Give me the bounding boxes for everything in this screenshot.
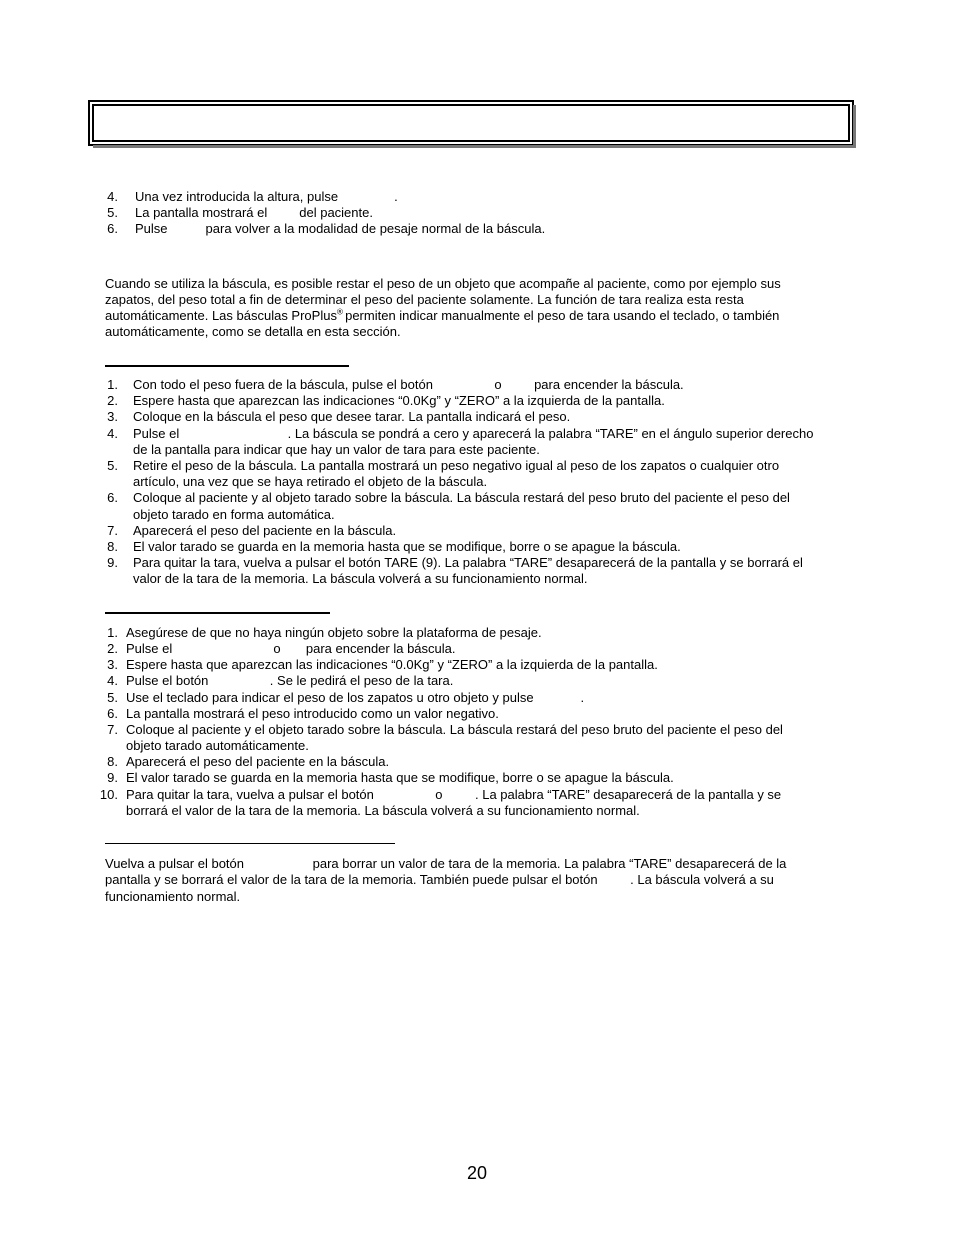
list-item: La pantalla mostrará el del paciente.: [135, 205, 373, 220]
list-item-line: Espere hasta que aparezcan las indicaciones “0.0Kg” y “ZERO” a la izquierda de la pantalla.: [126, 657, 658, 673]
list-number: 7.: [107, 721, 118, 737]
list-number: 6.: [107, 490, 118, 506]
list-item-line: La pantalla mostrará el peso introducido como un valor negativo.: [126, 705, 499, 721]
intro-line: automáticamente, como se detalla en esta sección.: [105, 324, 401, 339]
list-item-line: Asegúrese de que no haya ningún objeto sobre la plataforma de pesaje.: [126, 625, 542, 640]
list-item-line: Coloque al paciente y el objeto tarado sobre la báscula. La báscula restará del peso bruto del paciente el peso del: [126, 721, 783, 737]
list-number: 9.: [107, 770, 118, 786]
list-number: 10.: [99, 786, 118, 802]
list-number: 5.: [107, 458, 118, 473]
list-number: 3.: [107, 657, 118, 673]
list-number: 5.: [107, 689, 118, 705]
section-header-box: [88, 100, 854, 146]
list-item-line: Pulse el o para encender la báscula.: [126, 641, 456, 657]
list-number: 1.: [107, 625, 118, 640]
list-item-line: Para quitar la tara, vuelva a pulsar el botón TARE (9). La palabra “TARE” desaparecerá de la pantalla y se borrará el: [133, 555, 803, 571]
list-number: 8.: [107, 539, 118, 554]
subsection-rule: [105, 365, 349, 367]
list-item-line: objeto tarado automáticamente.: [126, 738, 309, 754]
list-item-line: Coloque al paciente y al objeto tarado sobre la báscula. La báscula restará del peso bruto del paciente el peso del: [133, 490, 790, 506]
list-number: 2.: [107, 641, 118, 657]
list-item: Una vez introducida la altura, pulse .: [135, 189, 398, 204]
list-item-line: Aparecerá el peso del paciente en la báscula.: [133, 522, 397, 538]
list-item-line: Coloque en la báscula el peso que desee tarar. La pantalla indicará el peso.: [133, 409, 571, 425]
list-number: 2.: [107, 393, 118, 409]
paragraph-line: Vuelva a pulsar el botón para borrar un valor de tara de la memoria. La palabra “TARE” desaparecerá de la: [105, 856, 787, 871]
intro-line: Cuando se utiliza la báscula, es posible restar el peso de un objeto que acompañe al paciente, como por ejemplo sus: [105, 276, 781, 291]
list-number: 6.: [107, 221, 118, 236]
list-item-line: Retire el peso de la báscula. La pantalla mostrará un peso negativo igual al peso de los zapatos o cualquier otro: [133, 458, 780, 473]
list-number: 4.: [107, 189, 118, 204]
list-item-line: Para quitar la tara, vuelva a pulsar el botón o . La palabra “TARE” desaparecerá de la pantalla y se: [126, 786, 782, 802]
intro-line: automáticamente. Las básculas ProPlus® permiten indicar manualmente el peso de tara usando el teclado, o también: [105, 307, 780, 323]
list-number: 1.: [107, 377, 118, 392]
list-item-line: de la pantalla para indicar que hay un valor de tara para este paciente.: [133, 441, 540, 457]
list-item-line: Pulse el . La báscula se pondrá a cero y aparecerá la palabra “TARE” en el ángulo superior derecho: [133, 425, 814, 441]
list-item: Pulse para volver a la modalidad de pesaje normal de la báscula.: [135, 221, 546, 236]
list-item-line: Espere hasta que aparezcan las indicaciones “0.0Kg” y “ZERO” a la izquierda de la pantalla.: [133, 393, 665, 409]
list-item-line: Pulse el botón . Se le pedirá el peso de la tara.: [126, 673, 454, 689]
list-item-line: El valor tarado se guarda en la memoria hasta que se modifique, borre o se apague la báscula.: [126, 770, 674, 786]
list-item-line: Con todo el peso fuera de la báscula, pulse el botón o para encender la báscula.: [133, 377, 684, 392]
list-number: 7.: [107, 522, 118, 538]
list-number: 4.: [107, 673, 118, 689]
list-number: 3.: [107, 409, 118, 425]
list-item-line: Use el teclado para indicar el peso de los zapatos u otro objeto y pulse .: [126, 689, 585, 705]
registered-mark: ®: [336, 307, 346, 317]
paragraph-line: funcionamiento normal.: [105, 889, 241, 904]
list-item-line: El valor tarado se guarda en la memoria hasta que se modifique, borre o se apague la báscula.: [133, 539, 681, 554]
list-item-line: artículo, una vez que se haya retirado el objeto de la báscula.: [133, 474, 488, 490]
list-item-line: valor de la tara de la memoria. La báscula volverá a su funcionamiento normal.: [133, 571, 588, 587]
list-item-line: Aparecerá el peso del paciente en la báscula.: [126, 754, 390, 770]
list-number: 6.: [107, 705, 118, 721]
list-number: 4.: [107, 425, 118, 441]
subsection-rule: [105, 612, 330, 614]
list-item-line: borrará el valor de la tara de la memoria. La báscula volverá a su funcionamiento normal.: [126, 802, 640, 818]
list-number: 8.: [107, 754, 118, 770]
list-number: 5.: [107, 205, 118, 220]
list-number: 9.: [107, 555, 118, 571]
page-number: 20: [466, 1163, 488, 1183]
paragraph-line: pantalla y se borrará el valor de la tara de la memoria. También puede pulsar el botón . La báscula volverá a su: [105, 872, 774, 887]
intro-line: zapatos, del peso total a fin de determinar el peso del paciente solamente. La función de tara realiza esta resta: [105, 292, 744, 307]
subsection-rule: [105, 843, 395, 844]
list-item-line: objeto tarado en forma automática.: [133, 506, 335, 522]
